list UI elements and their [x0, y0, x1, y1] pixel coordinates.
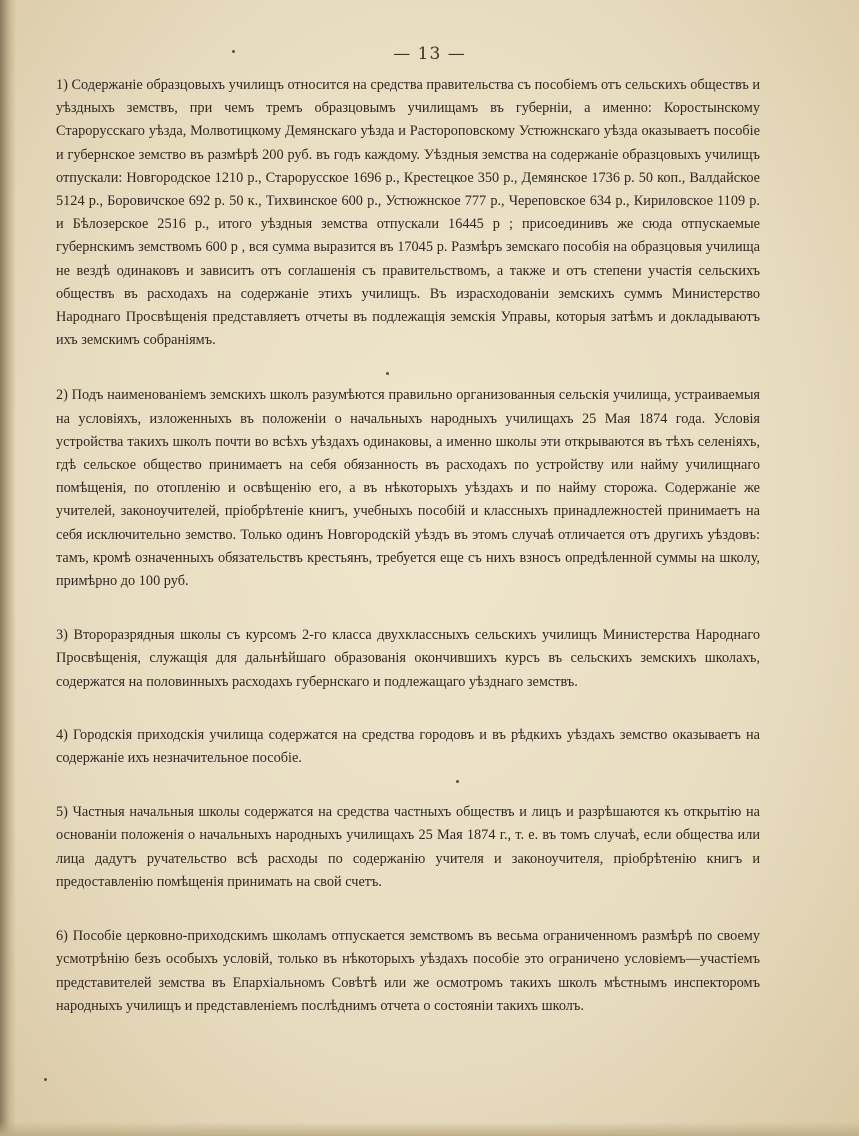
paper-speck — [232, 50, 235, 53]
body-text — [56, 70, 760, 1018]
paragraph-3: 3) Второразрядныя школы съ курсомъ 2-го класса двухклассныхъ сельскихъ училищъ Министерства Народнаго Просвѣщенія, служащія для дальнѣйшаго образованія окончившихъ курсъ въ сельскихъ земскихъ школахъ, содержатся на половинныхъ расходахъ губернскаго и подлежащаго уѣзднаго земствъ. — [56, 627, 760, 690]
paragraph-6: 6) Пособіе церковно-приходскимъ школамъ отпускается земствомъ въ весьма ограниченномъ размѣрѣ по своему усмотрѣнію безъ особыхъ условій, только въ нѣкоторыхъ уѣздахъ пособіе это ограничено условіемъ—участіемъ представителей земства въ Епархіальномъ Совѣтѣ или же осмотромъ такихъ школъ мѣстнымъ инспекторомъ народныхъ училищъ и представленіемъ послѣднимъ отчета о состояніи такихъ школъ. — [56, 928, 760, 1014]
paragraph-2: 2) Подъ наименованіемъ земскихъ школъ разумѣются правильно организованныя сельскія училища, устраиваемыя на условіяхъ, изложенныхъ въ положеніи о начальныхъ народныхъ училищахъ 25 Мая 1874 года. Условія устройства такихъ школъ почти во всѣхъ уѣздахъ одинаковы, а именно школы эти открываются въ тѣхъ селеніяхъ, гдѣ сельское общество принимаетъ на себя обязанность въ расходахъ по устройству или найму училищнаго помѣщенія, по отопленію и освѣщенію его, а въ нѣкоторыхъ уѣздахъ и по найму сторожа. Содержаніе же учителей, законоучителей, пріобрѣтеніе книгъ, учебныхъ пособій и классныхъ принадлежностей принимаетъ на себя исключительно земство. Только одинъ Новгородскій уѣздъ въ этомъ случаѣ отличается отъ другихъ уѣздовъ: тамъ, кромѣ означенныхъ обязательствъ крестьянъ, требуется еще съ нихъ взносъ опредѣленной суммы на школу, примѣрно до 100 руб. — [56, 387, 760, 590]
page-number: — 13 — — [393, 44, 466, 64]
paper-speck — [456, 780, 459, 783]
page-bottom-edge-shadow — [0, 1122, 859, 1136]
page-left-edge-shadow — [0, 0, 16, 1136]
paragraph-5: 5) Частныя начальныя школы содержатся на средства частныхъ обществъ и лицъ и разрѣшаются къ открытію на основаніи положенія о начальныхъ народныхъ училищахъ 25 Мая 1874 г., т. е. въ томъ случаѣ, если общества или лица дадутъ ручательство всѣ расходы по содержанію учителя и законоучителя, пріобрѣтенію книгъ и предоставленію помѣщенія принимать на свой счетъ. — [56, 804, 760, 890]
paragraph-4: 4) Городскія приходскія училища содержатся на средства городовъ и въ рѣдкихъ уѣздахъ земство оказываетъ на содержаніе ихъ незначительное пособіе. — [56, 726, 760, 767]
paper-speck — [386, 372, 389, 375]
paragraph-1: 1) Содержаніе образцовыхъ училищъ относится на средства правительства съ пособіемъ отъ сельскихъ обществъ и уѣздныхъ земствъ, при чемъ тремъ образцовымъ училищамъ въ губерніи, а именно: Коростынскому Старорусскаго уѣзда, Молвотицкому Демянскаго уѣзда и Растороповскому Устюжнскаго уѣзда оказываетъ пособіе и губернское земство въ размѣрѣ 200 руб. въ годъ каждому. Уѣздныя земства на содержаніе образцовыхъ училищъ отпускали: Новгородское 1210 р., Старорусское 1696 р., Крестецкое 350 р., Демянское 1736 р. 50 коп., Валдайское 5124 р., Боровичское 692 р. 50 к., Тихвинское 600 р., Устюжнское 777 р., Череповское 634 р., Кириловское 1109 р. и Бѣлозерское 2516 р., итого уѣздныя земства отпускали 16445 р ; присоединивъ же сюда отпускаемые губернскимъ земствомъ 600 р , вся сумма выразится въ 17045 р. Размѣръ земскаго пособія на образцовыя училища не вездѣ одинаковъ и зависитъ отъ соглашенія съ правительствомъ, а также и отъ степени участія сельскихъ обществъ въ расходахъ на содержаніе этихъ училищъ. Въ израсходованіи земскихъ суммъ Министерство Народнаго Просвѣщенія представляетъ отчеты въ подлежащія земскія Управы, которыя затѣмъ и докладываютъ ихъ земскимъ собраніямъ. — [56, 77, 760, 349]
paper-speck — [44, 1078, 47, 1081]
